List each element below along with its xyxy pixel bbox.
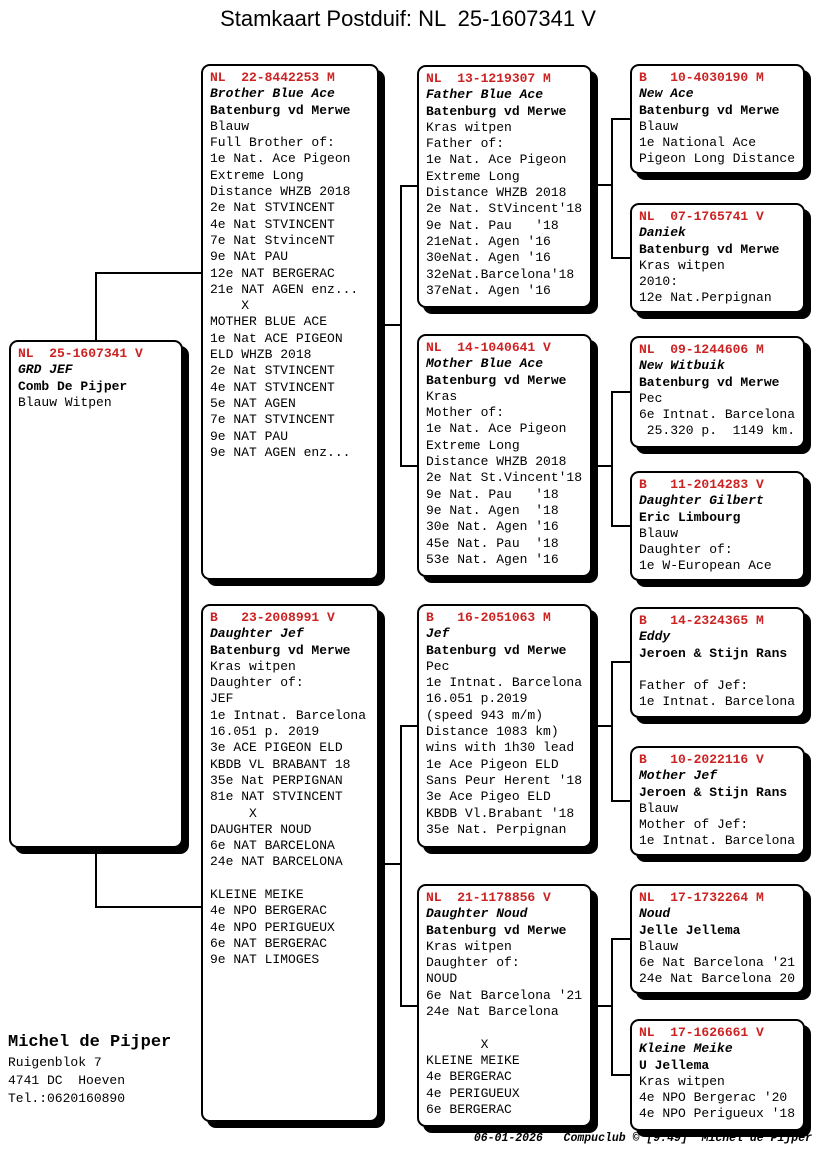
detail-line: Sans Peur Herent '18: [426, 772, 583, 788]
ring-number: B 23-2008991 V: [210, 610, 335, 625]
pigeon-details: [210, 119, 377, 461]
detail-line: Blauw: [639, 800, 679, 816]
detail-line: KBDB Vl.Brabant '18: [426, 805, 575, 821]
detail-line: 24e NAT BARCELONA: [210, 854, 343, 870]
detail-line: 1e W-European Ace: [639, 558, 772, 574]
detail-line: Pec: [639, 390, 663, 406]
connector-line: [379, 863, 402, 865]
detail-line: 5e NAT AGEN: [210, 395, 296, 411]
pigeon-details: [426, 659, 590, 838]
detail-line: 2e Nat STVINCENT: [210, 363, 335, 379]
pigeon-details: [639, 801, 803, 850]
detail-line: KLEINE MEIKE: [426, 1052, 520, 1068]
detail-line: 12e NAT BERGERAC: [210, 265, 335, 281]
fancier-name: Jeroen & Stijn Rans: [639, 784, 788, 800]
detail-line: NOUD: [426, 971, 458, 987]
pigeon-details: [426, 389, 590, 568]
page-title: Stamkaart Postduif: NL 25-1607341 V: [220, 6, 596, 31]
pigeon-box-greatgrandparent-1: [630, 64, 805, 174]
pigeon-name: Father Blue Ace: [426, 87, 544, 103]
pigeon-box-greatgrandparent-6: [630, 746, 805, 856]
detail-line: MOTHER BLUE ACE: [210, 314, 328, 330]
fancier-name: Batenburg vd Merwe: [426, 922, 567, 938]
detail-line: 81e NAT STVINCENT: [210, 789, 343, 805]
detail-line: Full Brother of:: [210, 135, 335, 151]
owner-phone: Tel.:0620160890: [8, 1091, 126, 1106]
detail-line: 53e Nat. Agen '16: [426, 551, 559, 567]
detail-line: Kras witpen: [210, 658, 296, 674]
detail-line: 1e Nat. Ace Pigeon: [426, 421, 567, 437]
connector-line: [611, 257, 630, 259]
pigeon-name: Eddy: [639, 629, 671, 645]
fancier-name: Batenburg vd Merwe: [639, 102, 780, 118]
ring-number: NL 09-1244606 M: [639, 342, 764, 357]
fancier-name: Batenburg vd Merwe: [210, 642, 351, 658]
pigeon-details: [639, 662, 803, 711]
pigeon-name: New Witbuik: [639, 358, 725, 374]
pigeon-name: Kleine Meike: [639, 1041, 733, 1057]
footer-credit: 06-01-2026 Compuclub © [9.49] Michel de Pijper: [473, 1132, 812, 1145]
detail-line: Distance WHZB 2018: [426, 454, 567, 470]
connector-line: [400, 185, 417, 187]
detail-line: Daughter of:: [639, 542, 733, 558]
connector-line: [400, 1005, 417, 1007]
detail-line: 24e Nat Barcelona: [426, 1004, 559, 1020]
owner-address-street: Ruigenblok 7: [8, 1055, 102, 1070]
pigeon-details: [639, 939, 803, 988]
detail-line: [210, 871, 377, 887]
pigeon-details: [210, 659, 377, 969]
fancier-name: Eric Limbourg: [639, 509, 741, 525]
detail-line: Mother of Jef:: [639, 817, 749, 833]
detail-line: 1e Ace Pigeon ELD: [426, 756, 559, 772]
connector-line: [400, 725, 402, 1007]
ring-number: NL 17-1626661 V: [639, 1025, 764, 1040]
ring-number: NL 14-1040641 V: [426, 340, 551, 355]
connector-line: [95, 272, 97, 342]
detail-line: X: [210, 805, 257, 821]
connector-line: [611, 119, 613, 259]
fancier-name: Batenburg vd Merwe: [210, 102, 351, 118]
detail-line: 45e Nat. Pau '18: [426, 535, 559, 551]
fancier-name: Batenburg vd Merwe: [639, 374, 780, 390]
detail-line: JEF: [210, 691, 234, 707]
detail-line: Extreme Long: [426, 168, 520, 184]
detail-line: 35e Nat. Perpignan: [426, 821, 567, 837]
connector-line: [95, 272, 201, 274]
fancier-name: Comb De Pijper: [18, 378, 128, 394]
detail-line: Pigeon Long Distance: [639, 151, 796, 167]
detail-line: 21eNat. Agen '16: [426, 233, 551, 249]
connector-line: [611, 525, 630, 527]
detail-line: Blauw: [210, 118, 250, 134]
pigeon-name: GRD JEF: [18, 362, 73, 378]
detail-line: 9e Nat. Pau '18: [426, 217, 559, 233]
connector-line: [95, 906, 201, 908]
ring-number: B 16-2051063 M: [426, 610, 551, 625]
detail-line: 4e NPO PERIGUEUX: [210, 919, 335, 935]
pigeon-box-greatgrandparent-4: [630, 471, 805, 581]
connector-line: [400, 725, 417, 727]
detail-line: Extreme Long: [210, 167, 304, 183]
detail-line: 1e Intnat. Barcelona: [426, 675, 583, 691]
pigeon-name: Daughter Gilbert: [639, 493, 764, 509]
detail-line: 9e Nat. Pau '18: [426, 486, 559, 502]
detail-line: 7e Nat StvinceNT: [210, 232, 335, 248]
detail-line: wins with 1h30 lead: [426, 740, 575, 756]
detail-line: 1e National Ace: [639, 135, 757, 151]
detail-line: Extreme Long: [426, 437, 520, 453]
pigeon-name: Daniek: [639, 225, 686, 241]
detail-line: 16.051 p.2019: [426, 691, 528, 707]
detail-line: 9e NAt PAU: [210, 249, 289, 265]
detail-line: Distance WHZB 2018: [210, 184, 351, 200]
detail-line: 1e Intnat. Barcelona: [639, 833, 796, 849]
detail-line: Blauw: [639, 118, 679, 134]
detail-line: 9e NAT PAU: [210, 428, 289, 444]
detail-line: Kras: [426, 388, 458, 404]
pigeon-details: [639, 391, 803, 440]
pigeon-box-grandmother-paternal: [417, 334, 592, 577]
owner-address-city: 4741 DC Hoeven: [8, 1073, 126, 1088]
detail-line: 6e NAT BERGERAC: [210, 935, 328, 951]
connector-line: [592, 1005, 612, 1007]
fancier-name: U Jellema: [639, 1057, 710, 1073]
pigeon-details: [426, 120, 590, 299]
detail-line: 2e Nat STVINCENT: [210, 200, 335, 216]
pigeon-box-subject: [9, 340, 183, 848]
owner-name: Michel de Pijper: [8, 1033, 172, 1052]
pigeon-details: [426, 939, 590, 1118]
pigeon-name: Noud: [639, 906, 671, 922]
detail-line: 1e Nat ACE PIGEON: [210, 330, 343, 346]
connector-line: [611, 800, 630, 802]
ring-number: NL 21-1178856 V: [426, 890, 551, 905]
connector-line: [611, 1074, 630, 1076]
pigeon-box-grandmother-maternal: [417, 884, 592, 1127]
connector-line: [611, 391, 630, 393]
detail-line: X: [426, 1036, 489, 1052]
fancier-name: Jelle Jellema: [639, 922, 741, 938]
connector-line: [611, 661, 630, 663]
fancier-name: Batenburg vd Merwe: [426, 103, 567, 119]
pigeon-name: Mother Jef: [639, 768, 718, 784]
detail-line: [426, 1020, 590, 1036]
pigeon-details: [639, 119, 803, 168]
detail-line: 3e Ace Pigeo ELD: [426, 789, 551, 805]
pigeon-box-grandfather-paternal: [417, 65, 592, 308]
detail-line: Father of:: [426, 136, 505, 152]
detail-line: Kras witpen: [639, 1073, 725, 1089]
owner-block: [8, 1032, 171, 1108]
detail-line: (speed 943 m/m): [426, 707, 544, 723]
connector-line: [592, 725, 612, 727]
pigeon-box-mother: [201, 604, 379, 1122]
ring-number: B 10-4030190 M: [639, 70, 764, 85]
detail-line: 12e Nat.Perpignan: [639, 290, 772, 306]
pigeon-details: [639, 1074, 803, 1123]
detail-line: Kras witpen: [639, 257, 725, 273]
detail-line: 6e NAT BARCELONA: [210, 838, 335, 854]
detail-line: 24e Nat Barcelona 20: [639, 971, 796, 987]
detail-line: 1e Nat. Ace Pigeon: [426, 152, 567, 168]
detail-line: 9e NAT LIMOGES: [210, 952, 320, 968]
detail-line: 4e NPO Bergerac '20: [639, 1090, 788, 1106]
connector-line: [611, 662, 613, 802]
pigeon-name: Jef: [426, 626, 450, 642]
detail-line: 4e NAT STVINCENT: [210, 379, 335, 395]
detail-line: 4e PERIGUEUX: [426, 1085, 520, 1101]
detail-line: 37eNat. Agen '16: [426, 282, 551, 298]
connector-line: [379, 324, 402, 326]
detail-line: 30eNat. Agen '16: [426, 250, 551, 266]
pigeon-name: Daughter Noud: [426, 906, 528, 922]
ring-number: NL 07-1765741 V: [639, 209, 764, 224]
pigeon-details: [18, 395, 181, 411]
detail-line: 4e Nat STVINCENT: [210, 216, 335, 232]
fancier-name: Jeroen & Stijn Rans: [639, 645, 788, 661]
detail-line: 6e Nat Barcelona '21: [426, 987, 583, 1003]
detail-line: 9e NAT AGEN enz...: [210, 444, 351, 460]
connector-line: [95, 848, 97, 908]
ring-number: NL 22-8442253 M: [210, 70, 335, 85]
pigeon-box-greatgrandparent-2: [630, 203, 805, 313]
detail-line: Kras witpen: [426, 119, 512, 135]
detail-line: 7e NAT STVINCENT: [210, 412, 335, 428]
connector-line: [611, 939, 613, 1076]
ring-number: B 11-2014283 V: [639, 477, 764, 492]
detail-line: Daughter of:: [426, 955, 520, 971]
ring-number: B 10-2022116 V: [639, 752, 764, 767]
detail-line: KLEINE MEIKE: [210, 887, 304, 903]
detail-line: Father of Jef:: [639, 678, 749, 694]
pigeon-box-father: [201, 64, 379, 580]
detail-line: 2e Nat St.Vincent'18: [426, 470, 583, 486]
detail-line: 3e ACE PIGEON ELD: [210, 740, 343, 756]
detail-line: 4e NPO BERGERAC: [210, 903, 328, 919]
detail-line: Blauw: [639, 938, 679, 954]
pigeon-box-greatgrandparent-8: [630, 1019, 805, 1131]
pigeon-name: Brother Blue Ace: [210, 86, 335, 102]
detail-line: 35e Nat PERPIGNAN: [210, 772, 343, 788]
connector-line: [611, 118, 630, 120]
connector-line: [400, 185, 402, 467]
fancier-name: Batenburg vd Merwe: [639, 241, 780, 257]
ring-number: NL 17-1732264 M: [639, 890, 764, 905]
detail-line: Kras witpen: [426, 938, 512, 954]
fancier-name: Batenburg vd Merwe: [426, 372, 567, 388]
pigeon-name: New Ace: [639, 86, 694, 102]
detail-line: 6e BERGERAC: [426, 1101, 512, 1117]
detail-line: 25.320 p. 1149 km.: [639, 423, 796, 439]
detail-line: 1e Nat. Ace Pigeon: [210, 151, 351, 167]
ring-number: NL 13-1219307 M: [426, 71, 551, 86]
detail-line: DAUGHTER NOUD: [210, 821, 312, 837]
detail-line: Distance WHZB 2018: [426, 185, 567, 201]
detail-line: ELD WHZB 2018: [210, 347, 312, 363]
pigeon-box-greatgrandparent-5: [630, 607, 805, 718]
detail-line: 6e Nat Barcelona '21: [639, 955, 796, 971]
detail-line: 4e BERGERAC: [426, 1069, 512, 1085]
detail-line: Pec: [426, 658, 450, 674]
detail-line: 9e Nat. Agen '18: [426, 502, 559, 518]
detail-line: 2e Nat. StVincent'18: [426, 201, 583, 217]
detail-line: 1e Intnat. Barcelona: [639, 694, 796, 710]
detail-line: Blauw: [639, 525, 679, 541]
pigeon-box-grandfather-maternal: [417, 604, 592, 848]
ring-number: B 14-2324365 M: [639, 613, 764, 628]
detail-line: 32eNat.Barcelona'18: [426, 266, 575, 282]
pigeon-name: Daughter Jef: [210, 626, 304, 642]
pigeon-box-greatgrandparent-3: [630, 336, 805, 448]
pigeon-box-greatgrandparent-7: [630, 884, 805, 994]
detail-line: 2010:: [639, 274, 679, 290]
detail-line: 1e Intnat. Barcelona: [210, 707, 367, 723]
detail-line: X: [210, 298, 250, 314]
detail-line: 30e Nat. Agen '16: [426, 519, 559, 535]
connector-line: [611, 938, 630, 940]
fancier-name: Batenburg vd Merwe: [426, 642, 567, 658]
detail-line: Distance 1083 km): [426, 724, 559, 740]
detail-line: [639, 662, 803, 678]
detail-line: Blauw Witpen: [18, 394, 112, 410]
detail-line: 16.051 p. 2019: [210, 724, 320, 740]
connector-line: [400, 465, 417, 467]
detail-line: Mother of:: [426, 405, 505, 421]
detail-line: Daughter of:: [210, 675, 304, 691]
detail-line: 4e NPO Perigueux '18: [639, 1106, 796, 1122]
ring-number: NL 25-1607341 V: [18, 346, 143, 361]
pigeon-details: [639, 526, 803, 575]
pigeon-details: [639, 258, 803, 307]
connector-line: [592, 184, 612, 186]
pigeon-name: Mother Blue Ace: [426, 356, 544, 372]
connector-line: [592, 465, 612, 467]
connector-line: [611, 392, 613, 527]
detail-line: 21e NAT AGEN enz...: [210, 281, 359, 297]
detail-line: 6e Intnat. Barcelona: [639, 407, 796, 423]
detail-line: KBDB VL BRABANT 18: [210, 756, 351, 772]
